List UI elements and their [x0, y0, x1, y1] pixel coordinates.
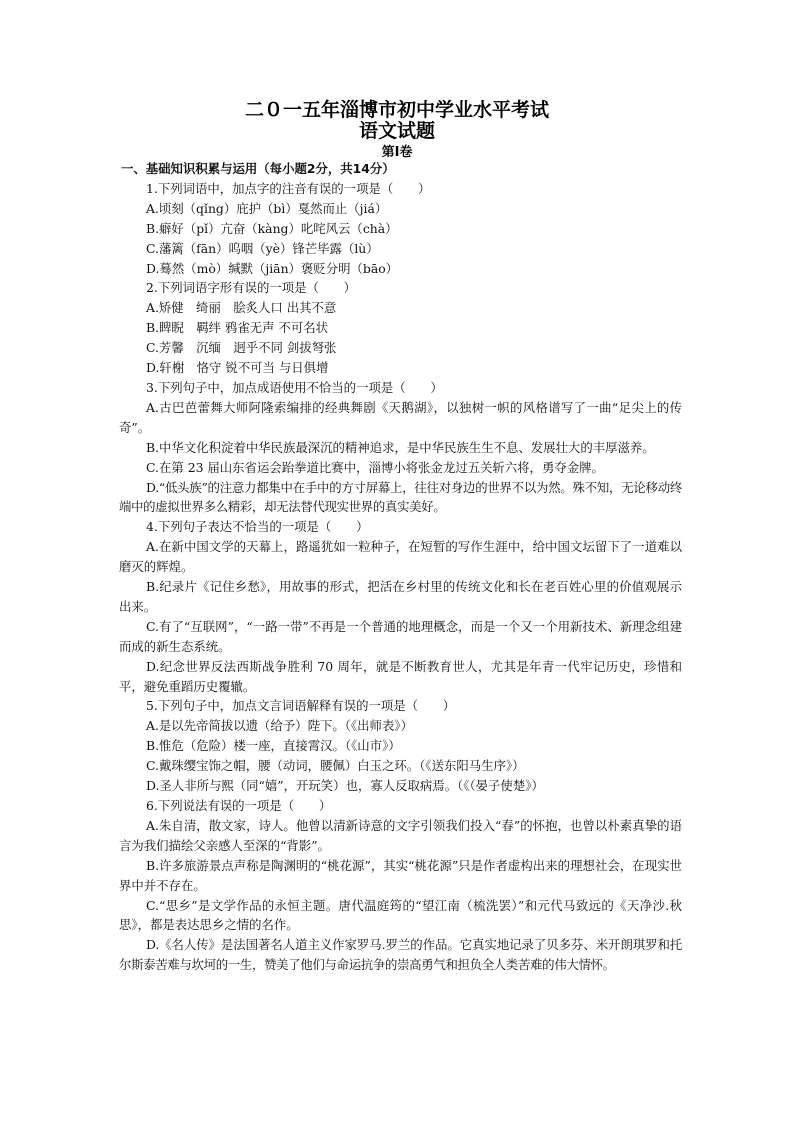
question-4-stem: 4.下列句子表达不恰当的一项是（ ） [146, 519, 369, 535]
question-5-option-d: D.圣人非所与熙（同“嬉”，开玩笑）也，寡人反取病焉。（《（晏子使楚》） [146, 778, 544, 794]
exam-title: 二０一五年淄博市初中学业水平考试 [244, 99, 549, 121]
question-2-stem: 2.下列词语字形有误的一项是（ ） [146, 280, 357, 296]
question-4-option-b: B.纪录片《记住乡愁》，用故事的形式，把活在乡村里的传统文化和长在老百姓心里的价值观展示出来。 [119, 579, 682, 614]
question-6-stem: 6.下列说法有误的一项是（ ） [146, 798, 332, 813]
question-3-option-c: C.在第 23 届山东省运会跆拳道比赛中，淄博小将张金龙过五关斩六将，勇夺金牌。 [146, 459, 604, 475]
question-5-option-c: C.戴珠缨宝饰之帽，腰（动词，腰佩）白玉之环。（《送东阳马生序》） [146, 758, 525, 774]
question-3-option-d: D.“低头族”的注意力都集中在手中的方寸屏幕上，往往对身边的世界不以为然。殊不知，无论移动终端中的虚拟世界多么精彩，却无法替代现实世界的真实美好。 [119, 479, 682, 515]
question-3-option-a: A.古巴芭蕾舞大师阿隆索编排的经典舞剧《天鹅湖》，以独树一帜的风格谱写了一曲“足尖上的传奇”。 [119, 399, 682, 435]
question-2-option-a: A.矫健 绮丽 脍炙人口 出其不意 [146, 300, 337, 316]
question-3-option-b: B.中华文化积淀着中华民族最深沉的精神追求，是中华民族生生不息、发展壮大的丰厚滋养。 [146, 439, 655, 455]
question-4-option-a: A.在新中国文学的天幕上，路遥犹如一粒种子，在短暂的写作生涯中，给中国文坛留下了一道难以磨灭的辉煌。 [119, 539, 682, 575]
subject-title: 语文试题 [358, 120, 435, 142]
section-heading: 一、基础知识积累与运用（每小题2分，共14分） [121, 161, 395, 176]
question-6-option-b: B.许多旅游景点声称是陶渊明的“桃花源”，其实“桃花源”只是作者虚构出来的理想社会，在现实世界中并不存在。 [119, 857, 682, 893]
volume-label: 第Ⅰ卷 [381, 145, 413, 160]
question-2-option-d: D.轩榭 恪守 锐不可当 与日俱增 [146, 360, 329, 376]
question-4-option-d: D.纪念世界反法西斯战争胜利 70 周年，就是不断教育世人，尤其是年青一代牢记历史，珍惜和平，避免重蹈历史覆辙。 [119, 658, 682, 694]
question-2-option-b: B.睥睨 羁绊 鸦雀无声 不可名状 [146, 320, 328, 336]
question-3-stem: 3.下列句子中，加点成语使用不恰当的一项是（ ） [146, 379, 443, 395]
question-1-stem: 1.下列词语中，加点字的注音有误的一项是（ ） [146, 180, 431, 196]
question-5-option-b: B.惟危（危险）楼一座，直接霄汉。（《山市》） [146, 738, 401, 754]
question-2-option-c: C.芳馨 沉缅 迥乎不同 剑拔弩张 [146, 340, 337, 356]
question-1-option-d: D.蓦然（mò）缄默（jiān）褒贬分明（bāo） [146, 260, 399, 276]
question-4-option-c: C.有了“互联网”，“一路一带”不再是一个普通的地理概念，而是一个又一个用新技术、新理念组建而成的新生态系统。 [119, 618, 682, 654]
question-body [119, 159, 682, 975]
question-5-stem: 5.下列句子中，加点文言词语解释有误的一项是（ ） [146, 698, 456, 714]
question-6-option-c: C.“思乡”是文学作品的永恒主题。唐代温庭筠的“望江南（梳洗罢）”和元代马致远的《天净沙.秋思》，都是表达思乡之情的名作。 [119, 897, 682, 933]
question-1-option-a: A.顷刻（qǐng）庇护（bì）戛然而止（jiá） [146, 200, 388, 216]
question-6-option-d: D.《名人传》是法国著名人道主义作家罗马.罗兰的作品。它真实地记录了贝多芬、米开朗琪罗和托尔斯泰苦难与坎坷的一生，赞美了他们与命运抗争的崇高勇气和担负全人类苦难的伟大情怀。 [119, 937, 682, 973]
question-6-option-a: A.朱自清，散文家，诗人。他曾以清新诗意的文字引领我们投入“春”的怀抱，也曾以朴素真挚的语言为我们描绘父亲感人至深的“背影”。 [119, 817, 682, 853]
question-5-option-a: A.是以先帝简拔以遗（给予）陛下。（《出师表》） [146, 718, 413, 734]
question-1-option-c: C.藩篱（fān）呜咽（yè）锋芒毕露（lù） [146, 240, 379, 256]
question-1-option-b: B.癖好（pǐ）亢奋（kàng）叱咤风云（chà） [146, 220, 398, 236]
